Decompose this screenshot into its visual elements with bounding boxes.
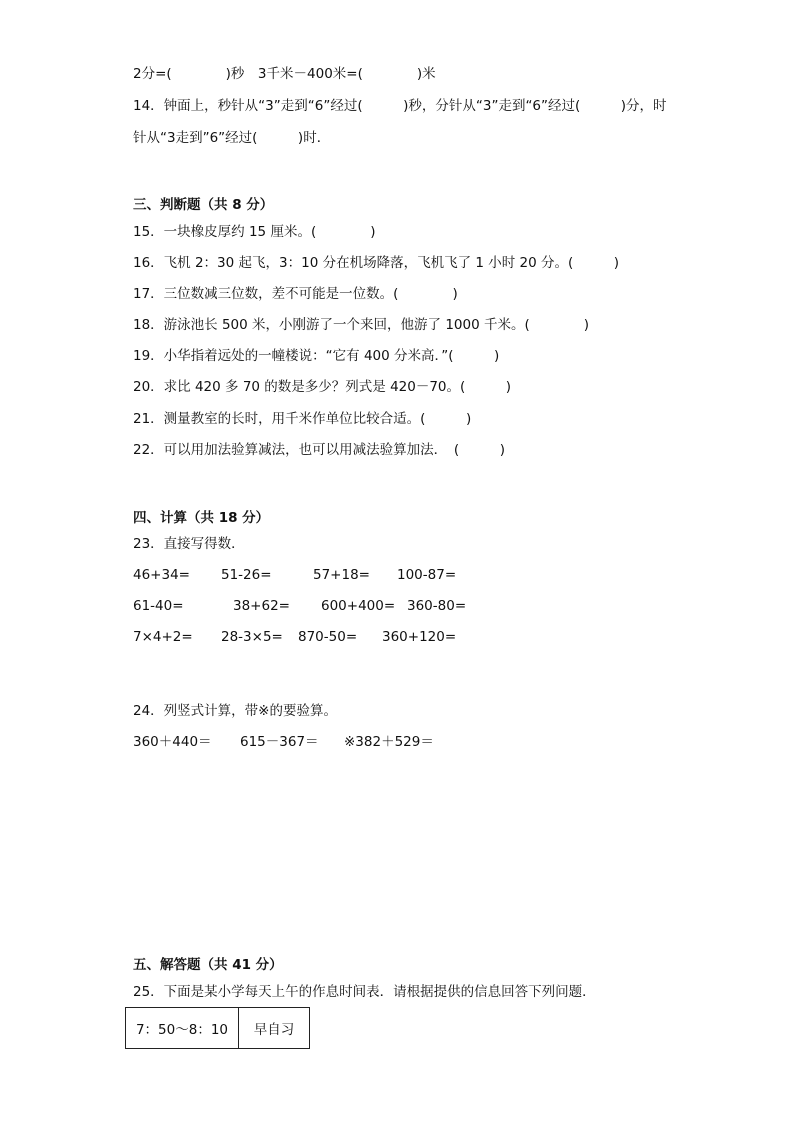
calc-item: 57+18= xyxy=(313,567,370,583)
question-22: 22．可以用加法验算减法，也可以用减法验算加法． ( ) xyxy=(133,442,505,458)
question-15: 15．一块橡皮厚约 15 厘米。( ) xyxy=(133,224,376,240)
table-row xyxy=(126,1008,310,1049)
calc-item: 360-80= xyxy=(407,598,467,614)
question-13-continuation: 2分=( )秒 3千米－400米=( )米 xyxy=(133,66,436,82)
vertical-calc-item: ※382＋529＝ xyxy=(344,734,434,750)
section-3-title: 三、判断题（共 8 分） xyxy=(133,197,274,213)
schedule-activity-cell: 早自习 xyxy=(239,1008,310,1049)
question-16: 16．飞机 2：30 起飞，3：10 分在机场降落，飞机飞了 1 小时 20 分。( ) xyxy=(133,255,620,271)
calc-item: 61-40= xyxy=(133,598,184,614)
section-5-title: 五、解答题（共 41 分） xyxy=(133,957,283,973)
schedule-table xyxy=(125,1007,310,1049)
calc-item: 51-26= xyxy=(221,567,272,583)
question-14-line-2: 针从“3走到”6”经过( )时． xyxy=(133,130,331,146)
question-25-title: 25．下面是某小学每天上午的作息时间表．请根据提供的信息回答下列问题． xyxy=(133,984,596,1000)
question-21: 21．测量教室的长时，用千米作单位比较合适。( ) xyxy=(133,411,472,427)
calc-item: 870-50= xyxy=(298,629,358,645)
calc-item: 28-3×5= xyxy=(221,629,283,645)
question-17: 17．三位数减三位数，差不可能是一位数。( ) xyxy=(133,286,458,302)
question-24-title: 24．列竖式计算，带※的要验算。 xyxy=(133,703,337,719)
vertical-calc-item: 615－367＝ xyxy=(240,734,319,750)
calc-item: 360+120= xyxy=(382,629,457,645)
question-20: 20．求比 420 多 70 的数是多少？列式是 420－70。( ) xyxy=(133,379,512,395)
calc-item: 38+62= xyxy=(233,598,290,614)
section-4-title: 四、计算（共 18 分） xyxy=(133,510,270,526)
calc-item: 100-87= xyxy=(397,567,457,583)
schedule-time-cell: 7：50～8：10 xyxy=(126,1008,239,1049)
question-19: 19．小华指着远处的一幢楼说：“它有 400 分米高．”( ) xyxy=(133,348,500,364)
question-23-title: 23．直接写得数． xyxy=(133,536,245,552)
calc-item: 7×4+2= xyxy=(133,629,193,645)
question-18: 18．游泳池长 500 米，小刚游了一个来回，他游了 1000 千米。( ) xyxy=(133,317,589,333)
question-14-line-1: 14．钟面上，秒针从“3”走到“6”经过( )秒，分针从“3”走到“6”经过( )分，时 xyxy=(133,98,667,114)
vertical-calc-item: 360＋440＝ xyxy=(133,734,212,750)
calc-item: 600+400= xyxy=(321,598,396,614)
calc-item: 46+34= xyxy=(133,567,190,583)
